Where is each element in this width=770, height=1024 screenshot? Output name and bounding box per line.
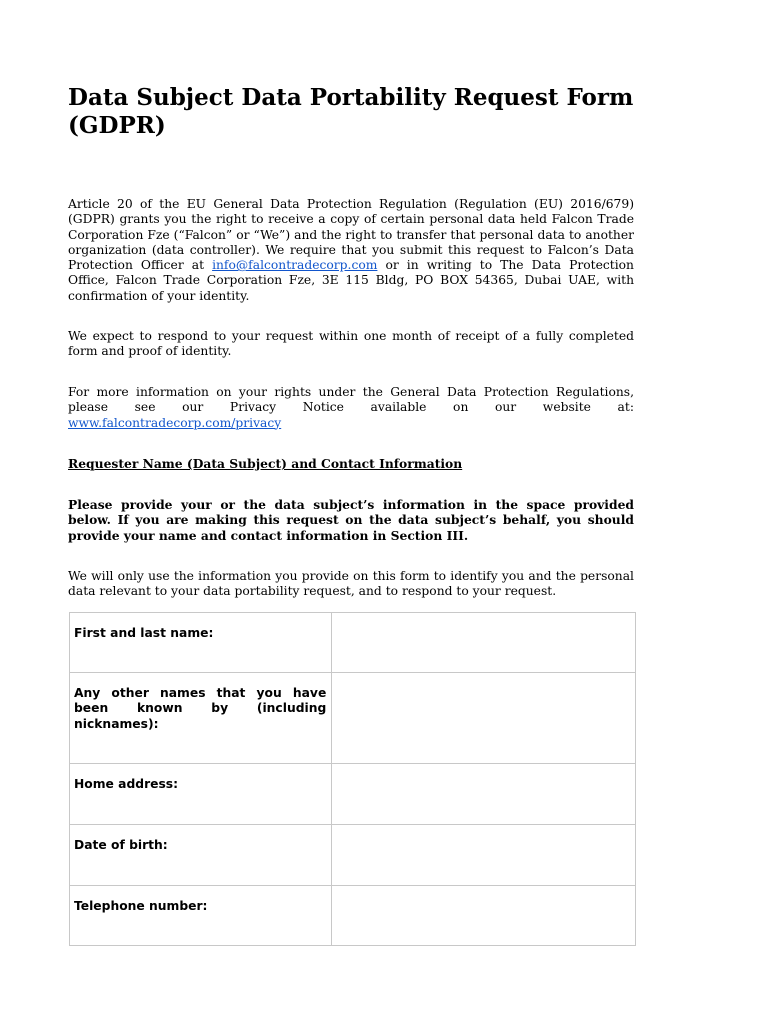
field-input-name[interactable]: [332, 613, 636, 673]
more-info-word: on: [453, 400, 469, 415]
more-info-word: at:: [617, 400, 634, 415]
more-info-line-1: For more information on your rights under the General Data Protection Regulations,: [68, 385, 634, 399]
more-info-word: available: [370, 400, 427, 415]
section-heading: Requester Name (Data Subject) and Contact Information: [68, 456, 463, 471]
more-info-word: please: [68, 400, 109, 415]
table-row: [70, 764, 636, 825]
field-input-other-names[interactable]: [332, 673, 636, 764]
field-label-name: First and last name:: [70, 613, 332, 673]
intro-paragraph: [68, 197, 634, 304]
instructions-paragraph: Please provide your or the data subject’s information in the space provided below. If you are making this request on the data subject’s behalf, you should provide your name and contact information in Section III.: [68, 497, 634, 543]
field-input-telephone[interactable]: [332, 886, 636, 946]
table-row: [70, 886, 636, 946]
field-input-home-address[interactable]: [332, 764, 636, 825]
more-info-word: website: [542, 400, 591, 415]
more-info-word: Privacy: [229, 400, 277, 415]
dpo-email-link[interactable]: info@falcontradecorp.com: [212, 258, 378, 273]
table-row: [70, 825, 636, 886]
field-label-other-names: Any other names that you have been known by (including nicknames):: [70, 673, 332, 764]
more-info-word: our: [182, 400, 204, 415]
more-info-word: our: [494, 400, 517, 415]
more-info-line-2: [68, 400, 634, 415]
more-info-word: Notice: [302, 400, 344, 415]
intro-text-after-email: or in writing to The Data Protection Office, Falcon Trade Corporation Fze, 3E 115 Bldg, PO BOX 54365, Dubai UAE, with confirmation of your identity.: [68, 258, 634, 303]
field-label-telephone: Telephone number:: [70, 886, 332, 946]
requester-info-table: [69, 612, 636, 946]
table-row: [70, 673, 636, 764]
more-info-word: see: [134, 400, 156, 415]
intro-text-before-email: Article 20 of the EU General Data Protection Regulation (Regulation (EU) 2016/679) (GDPR) grants you the right to receive a copy of certain personal data held Falcon Trade Corporation Fze (“Falcon” or “We”) and the right to transfer that personal data to another organization (data controller). We require that you submit this request to Falcon’s Data Protection Officer at: [68, 197, 634, 273]
table-row: [70, 613, 636, 673]
page-title: Data Subject Data Portability Request Form (GDPR): [68, 84, 634, 139]
field-label-home-address: Home address:: [70, 764, 332, 825]
response-time-paragraph: We expect to respond to your request within one month of receipt of a fully completed form and proof of identity.: [68, 329, 634, 359]
more-info-paragraph: [68, 385, 634, 431]
privacy-notice-link[interactable]: www.falcontradecorp.com/privacy: [68, 415, 282, 430]
usage-note-paragraph: We will only use the information you provide on this form to identify you and the personal data relevant to your data portability request, and to respond to your request.: [68, 569, 634, 599]
field-label-date-of-birth: Date of birth:: [70, 825, 332, 886]
field-input-date-of-birth[interactable]: [332, 825, 636, 886]
